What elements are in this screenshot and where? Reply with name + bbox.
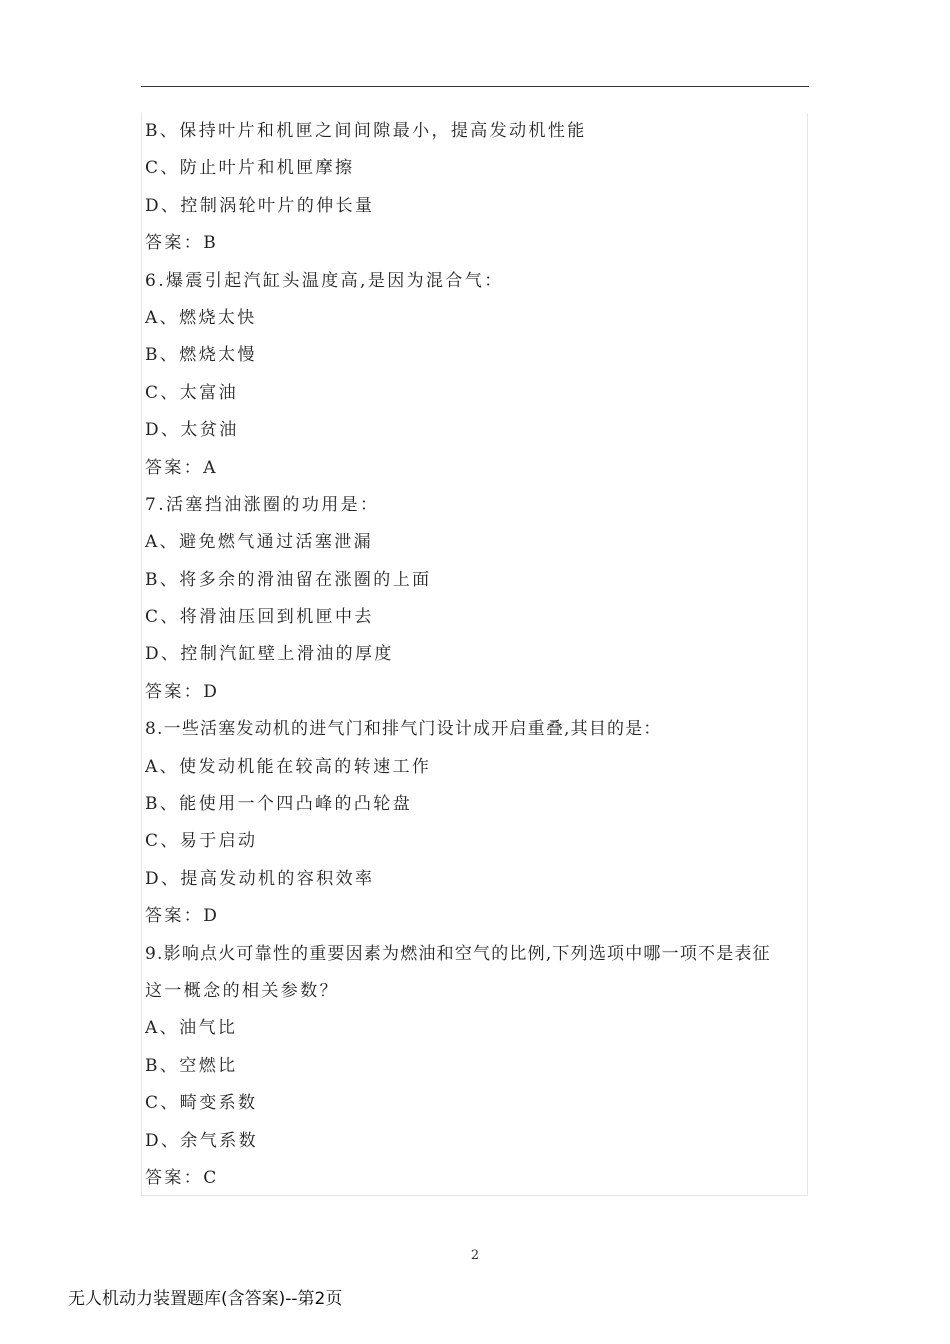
text-line: A、使发动机能在较高的转速工作 xyxy=(145,756,432,777)
answer-line: 答案：C xyxy=(145,1167,219,1188)
text-line: D、控制汽缸壁上滑油的厚度 xyxy=(145,644,394,665)
text-line: D、太贫油 xyxy=(145,420,239,441)
text-line: A、燃烧太快 xyxy=(145,307,257,328)
text-line: B、燃烧太慢 xyxy=(145,345,257,366)
answer-line: 答案：A xyxy=(145,457,218,478)
question-line: 9.影响点火可靠性的重要因素为燃油和空气的比例,下列选项中哪一项不是表征 xyxy=(145,943,771,964)
text-line: D、余气系数 xyxy=(145,1130,259,1151)
footer-title: 无人机动力装置题库(含答案)--第2页 xyxy=(68,1289,343,1309)
page-number: 2 xyxy=(470,1248,480,1263)
text-line: C、畸变系数 xyxy=(145,1093,258,1114)
question-line: 这一概念的相关参数？ xyxy=(145,980,339,1001)
header-rule xyxy=(141,86,809,87)
answer-line: 答案：D xyxy=(145,681,220,702)
question-line: 8.一些活塞发动机的进气门和排气门设计成开启重叠,其目的是： xyxy=(145,719,662,740)
question-list xyxy=(145,113,807,1197)
text-line: A、避免燃气通过活塞泄漏 xyxy=(145,532,374,553)
text-line: B、保持叶片和机匣之间间隙最小，提高发动机性能 xyxy=(145,121,587,141)
text-line: B、能使用一个四凸峰的凸轮盘 xyxy=(145,794,413,815)
text-line: C、防止叶片和机匣摩擦 xyxy=(145,158,355,179)
answer-line: 答案：D xyxy=(145,906,220,927)
text-line: D、提高发动机的容积效率 xyxy=(145,868,375,889)
answer-line: 答案：B xyxy=(145,233,219,254)
text-line: D、控制涡轮叶片的伸长量 xyxy=(145,195,375,216)
text-line: A、油气比 xyxy=(145,1018,238,1039)
text-line: C、将滑油压回到机匣中去 xyxy=(145,607,374,628)
text-line: C、易于启动 xyxy=(145,831,258,852)
question-line: 7.活塞挡油涨圈的功用是： xyxy=(145,494,380,515)
text-line: C、太富油 xyxy=(145,382,239,403)
question-line: 6.爆震引起汽缸头温度高,是因为混合气： xyxy=(145,270,504,291)
text-line: B、将多余的滑油留在涨圈的上面 xyxy=(145,569,432,590)
text-line: B、空燃比 xyxy=(145,1055,238,1076)
